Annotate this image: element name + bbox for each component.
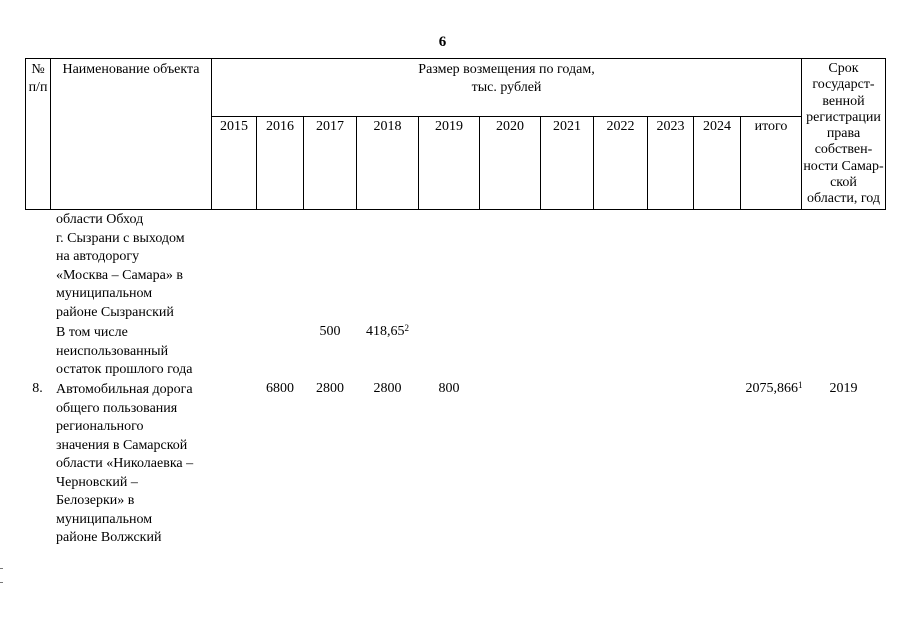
row-8-total-value: 2075,866 [745,381,798,396]
row-8-total [741,381,807,397]
row-8-2016: 6800 [266,381,294,396]
footnote-2: 2 [404,323,409,333]
year-2020: 2020 [496,119,524,134]
row-subtotal-2018-value: 418,65 [366,324,405,339]
year-2018: 2018 [373,119,402,134]
page-number: 6 [438,34,447,50]
header-col-amount: Размер возмещения по годам, тыс. рублей [418,62,595,95]
row-8-2017: 2800 [316,381,344,396]
header-col-term: Срок государст- венной регистрации права собствен- ности Самар- ской области, год [803,61,884,207]
row-subtotal-name: В том числе неиспользованный остаток прошлого года [56,325,193,377]
year-2024: 2024 [703,119,731,134]
year-2022: 2022 [606,119,635,134]
year-2019: 2019 [435,119,463,134]
header-col-name: Наименование объекта [62,62,200,77]
row-8-number: 8. [32,381,43,396]
row-8-name: Автомобильная дорога общего пользования регионального значения в Самарской области «Николаевка – Черновский – Белозерки» в муниципальном районе Волжский [56,382,194,545]
row-8-2019: 800 [438,381,460,396]
year-2015: 2015 [220,119,248,134]
row-continuation-name: области Обход г. Сызрани с выходом на автодорогу «Москва – Самара» в муниципальном районе Сызранский [56,212,185,320]
year-total: итого [754,119,788,134]
scan-edge-mark [0,568,3,569]
row-8-2018: 2800 [373,381,402,396]
header-col-number: № п/п [28,62,48,95]
row-8-term: 2019 [829,381,858,396]
year-2023: 2023 [656,119,685,134]
year-2017: 2017 [316,119,344,134]
footnote-1: 1 [798,380,803,390]
year-2021: 2021 [553,119,581,134]
year-2016: 2016 [266,119,294,134]
scan-edge-mark [0,582,3,583]
row-subtotal-2018 [357,324,418,340]
row-subtotal-2017: 500 [319,324,341,339]
